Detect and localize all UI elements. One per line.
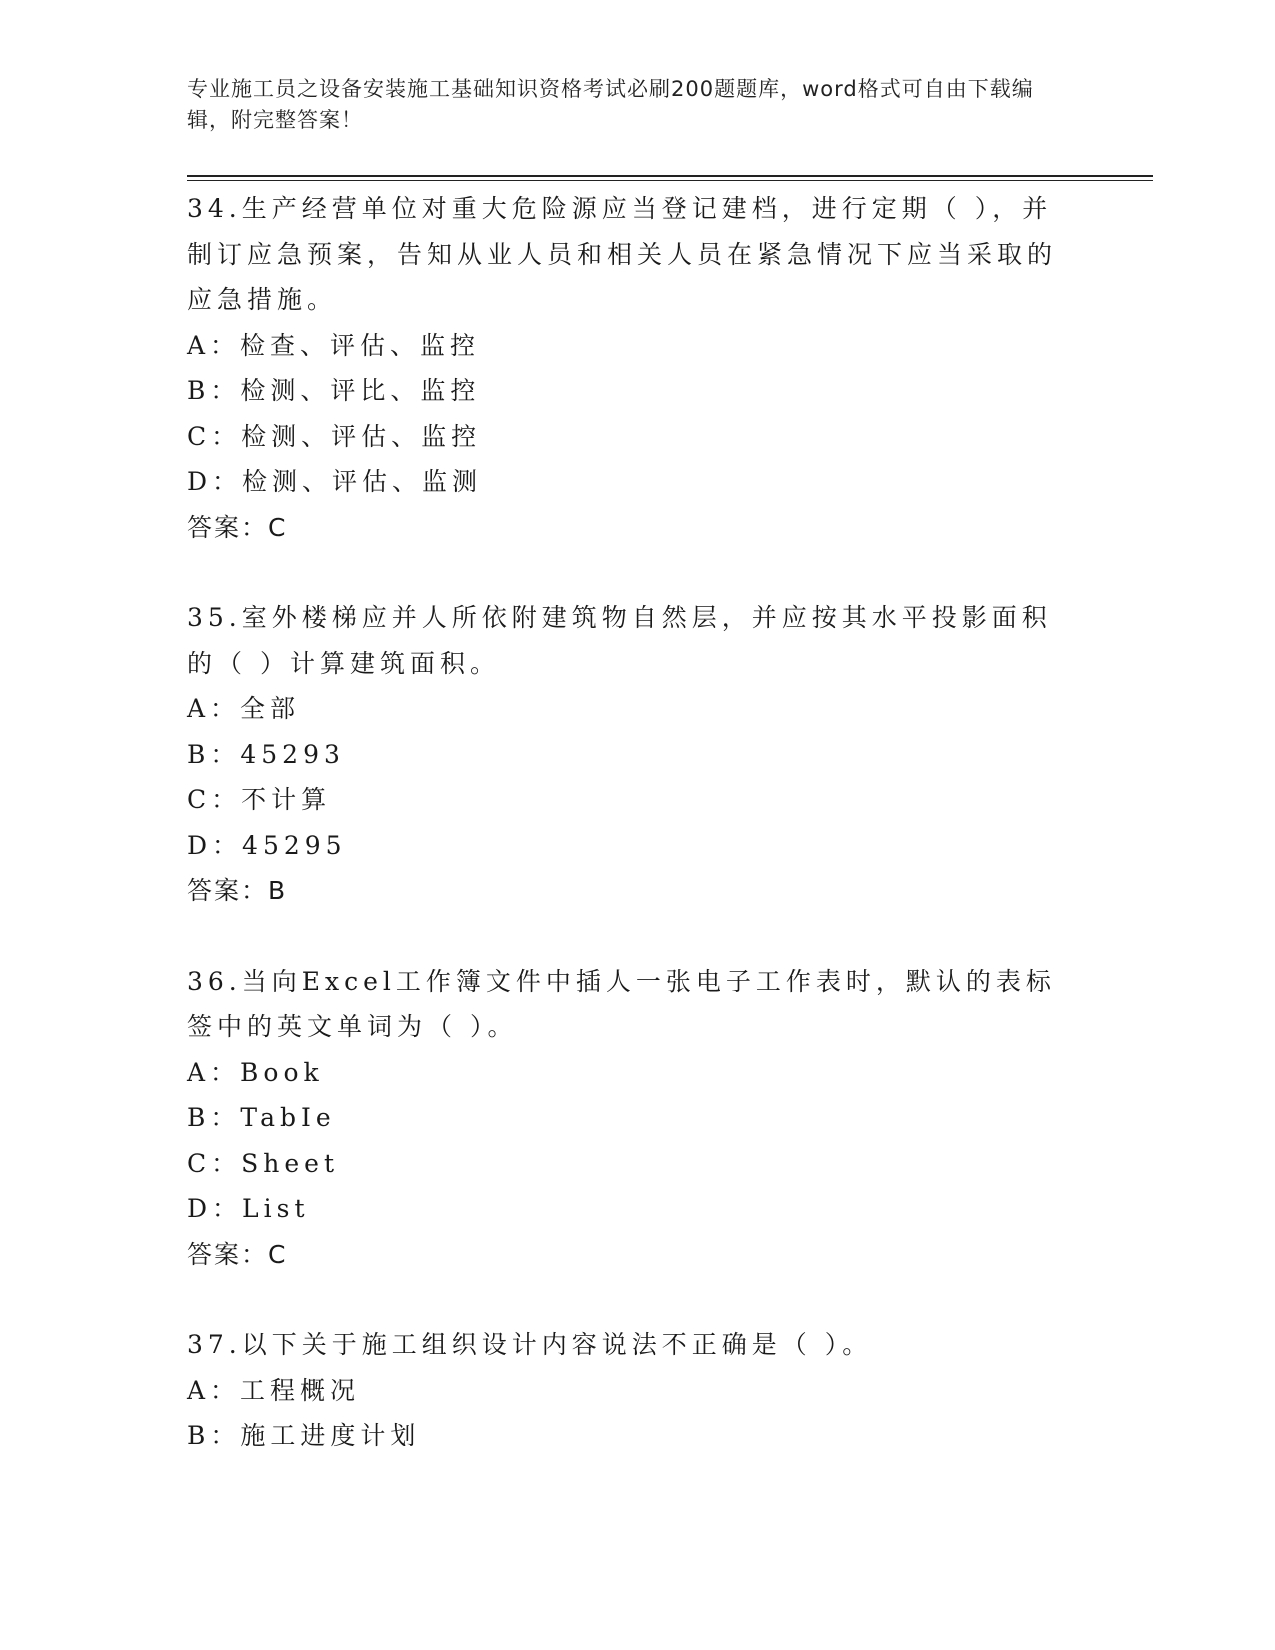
page-header: 专业施工员之设备安装施工基础知识资格考试必刷200题题库，word格式可自由下载编辑，附完整答案！ [187, 77, 1034, 132]
option-c: C：检测、评估、监控 [187, 421, 482, 451]
option-c: C：不计算 [187, 785, 332, 814]
question-36 [187, 959, 1087, 1278]
answer: 答案：B [187, 876, 288, 905]
answer: 答案：C [187, 1239, 288, 1269]
header-divider-thin [187, 180, 1153, 181]
question-text: 34.生产经营单位对重大危险源应当登记建档，进行定期（ ），并制订应急预案，告知从业人员和相关人员在紧急情况下应当采取的应急措施。 [187, 194, 1058, 314]
option-d: D：检测、评估、监测 [187, 467, 483, 496]
option-b: B：TabIe [187, 1103, 336, 1132]
option-a: A：Book [187, 1057, 324, 1087]
spacer [187, 914, 1087, 959]
option-d: D：45295 [187, 830, 347, 860]
question-list [187, 186, 1087, 1459]
option-b: B：施工进度计划 [187, 1421, 421, 1450]
question-text: 36.当向Excel工作簿文件中插人一张电子工作表时，默认的表标签中的英文单词为（ ）。 [187, 966, 1056, 1041]
option-a: A：工程概况 [187, 1375, 361, 1405]
question-35 [187, 595, 1087, 914]
option-d: D：List [187, 1194, 310, 1223]
option-b: B：检测、评比、监控 [187, 376, 481, 405]
answer: 答案：C [187, 512, 288, 542]
option-c: C：Sheet [187, 1148, 339, 1178]
question-37 [187, 1322, 1087, 1459]
header-divider-thick [187, 175, 1153, 177]
spacer [187, 1277, 1087, 1322]
question-34 [187, 186, 1087, 550]
option-b: B：45293 [187, 739, 345, 769]
question-text: 37.以下关于施工组织设计内容说法不正确是（ ）。 [187, 1330, 873, 1359]
question-text: 35.室外楼梯应并人所依附建筑物自然层，并应按其水平投影面积的（ ）计算建筑面积。 [187, 603, 1052, 678]
option-a: A：检查、评估、监控 [187, 330, 481, 360]
spacer [187, 550, 1087, 595]
option-a: A：全部 [187, 694, 301, 723]
